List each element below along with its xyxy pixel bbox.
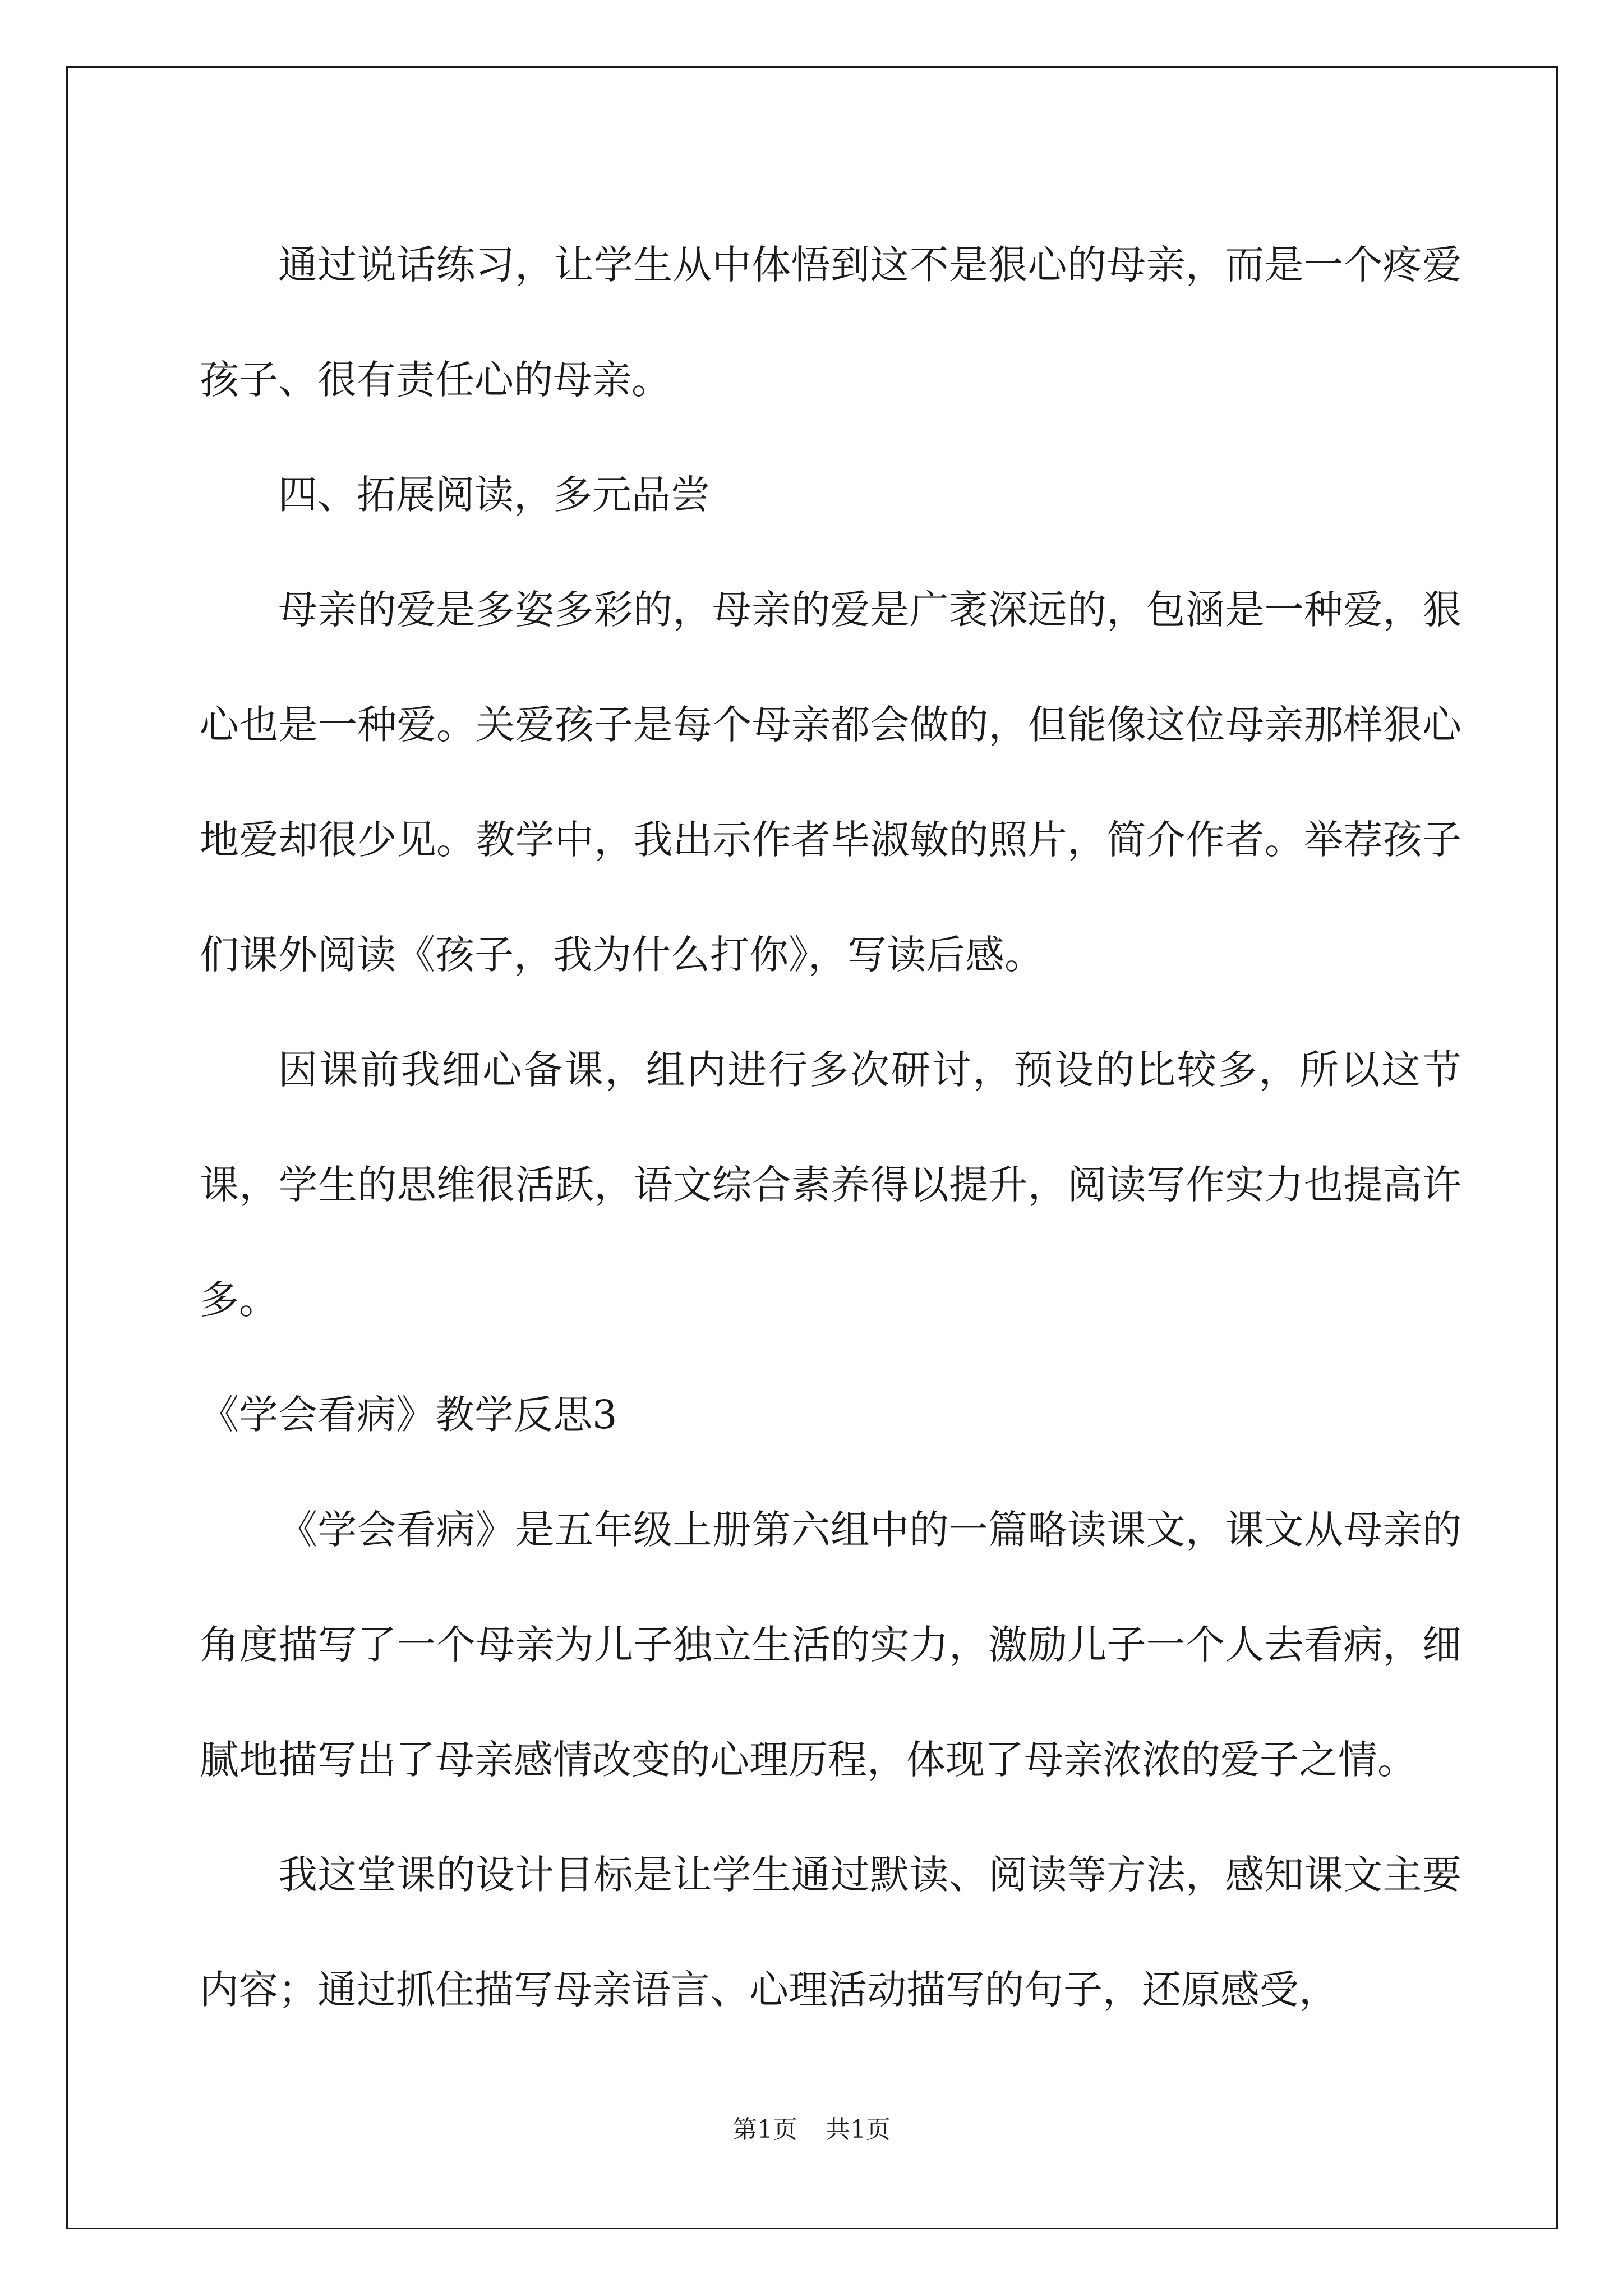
paragraph: 母亲的爱是多姿多彩的，母亲的爱是广袤深远的，包涵是一种爱，狠心也是一种爱。关爱孩子是每个母亲都会做的，但能像这位母亲那样狠心地爱却很少见。教学中，我出示作者毕淑敏的照片，简介作者。举荐孩子们课外阅读《孩子，我为什么打你》，写读后感。 <box>200 587 1461 978</box>
document-body <box>200 208 1461 2047</box>
section-heading: 《学会看病》教学反思3 <box>200 1392 617 1438</box>
paragraph: 《学会看病》是五年级上册第六组中的一篇略读课文，课文从母亲的角度描写了一个母亲为儿子独立生活的实力，激励儿子一个人去看病，细腻地描写出了母亲感情改变的心理历程，体现了母亲浓浓的爱子之情。 <box>200 1507 1461 1783</box>
paragraph: 四、拓展阅读，多元品尝 <box>278 472 710 518</box>
paragraph: 因课前我细心备课，组内进行多次研讨，预设的比较多，所以这节课，学生的思维很活跃，语文综合素养得以提升，阅读写作实力也提高许多。 <box>200 1047 1461 1323</box>
page-number-total: 共1页 <box>826 2115 891 2144</box>
page-footer <box>0 2109 1623 2145</box>
paragraph: 通过说话练习，让学生从中体悟到这不是狠心的母亲，而是一个疼爱孩子、很有责任心的母亲。 <box>200 242 1461 403</box>
page-number-current: 第1页 <box>732 2115 797 2144</box>
paragraph: 我这堂课的设计目标是让学生通过默读、阅读等方法，感知课文主要内容；通过抓住描写母亲语言、心理活动描写的句子，还原感受， <box>200 1852 1461 2013</box>
